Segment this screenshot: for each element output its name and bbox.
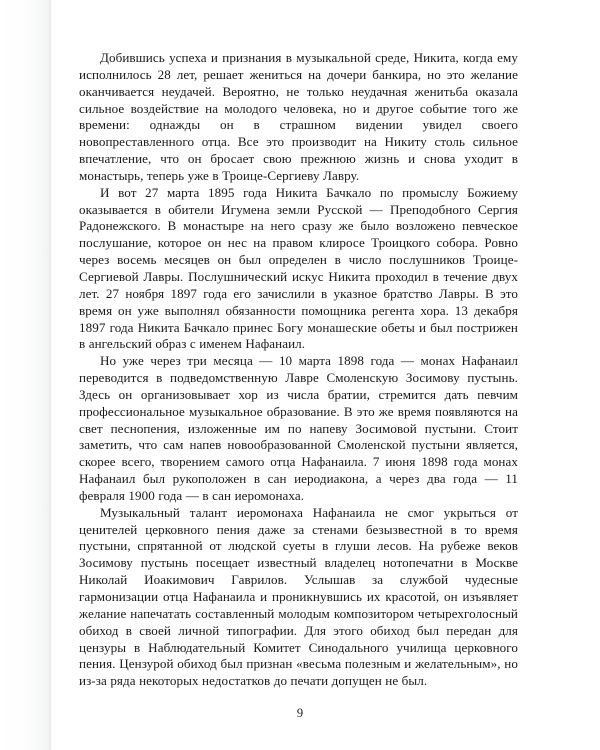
page-sheet-edge xyxy=(49,0,50,750)
page-gutter-shadow xyxy=(0,0,52,750)
page-number: 9 xyxy=(296,706,304,720)
paragraph: Музыкальный талант иеромонаха Нафанаила не смог укрыться от ценителей церковного пения даже за стенами безызвестной в то время пустыни, спрятанной от людской суеты в глуши лесов. На рубеже веков Зосимову пустынь посещает известный владелец нотопечатни в Москве Николай Иоакимович Гаврилов. Услышав за службой чудесные гармонизации отца Нафанаила и проникнувшись их красотой, он изъявляет желание напечатать составленный молодым композитором четырехголосный обиход в своей личной типографии. Для этого обиход был передан для цензуры в Наблюдательный Комитет Синодального училища церковного пения. Цензурой обиход был признан «весьма полезным и желательным», но из-за ряда некоторых недостатков до печати допущен не был. xyxy=(79,504,518,689)
paragraph: И вот 27 марта 1895 года Никита Бачкало по промыслу Божиему оказывается в обители Игумена земли Русской — Преподобного Сергия Радонежского. В монастыре на него сразу же было возложено певческое послушание, которое он нес на правом клиросе Троицкого собора. Ровно через восемь месяцев он был определен в число послушников Троице-Сергиевой Лавры. Послушнический искус Никита проходил в течение двух лет. 27 ноября 1897 года его зачислили в указное братство Лавры. В это время он уже выполнял обязанности помощника регента хора. 13 декабря 1897 года Никита Бачкало принес Богу монашеские обеты и был пострижен в ангельский образ с именем Нафанаил. xyxy=(79,184,518,352)
paragraph: Но уже через три месяца — 10 марта 1898 года — монах Нафанаил переводится в подведомственную Лавре Смоленскую Зосимову пустынь. Здесь он организовывает хор из числа братии, стремится дать певчим профессиональное музыкальное образование. В это же время появляются на свет песнопения, изложенные им по напеву Зосимовой пустыни. Стоит заметить, что сам напев новообразованной Смоленской пустыни является, скорее всего, творением самого отца Нафанаила. 7 июня 1898 года монах Нафанаил был рукоположен в сан иеродиакона, а через два года — 11 февраля 1900 года — в сан иеромонаха. xyxy=(79,353,518,503)
paragraph: Добившись успеха и признания в музыкальной среде, Никита, когда ему исполнилось 28 лет, решает жениться на дочери банкира, но это желание оканчивается неудачей. Вероятно, не только неудачная женитьба оказала сильное воздействие на молодого человека, но и другое событие того же времени: однажды он в страшном видении увидел своего новопреставленного отца. Все это производит на Никиту столь сильное впечатление, что он бросает свою прежнюю жизнь и снова уходит в монастырь, теперь уже в Троице-Сергиеву Лавру. xyxy=(79,50,518,183)
body-text-block xyxy=(79,50,518,690)
